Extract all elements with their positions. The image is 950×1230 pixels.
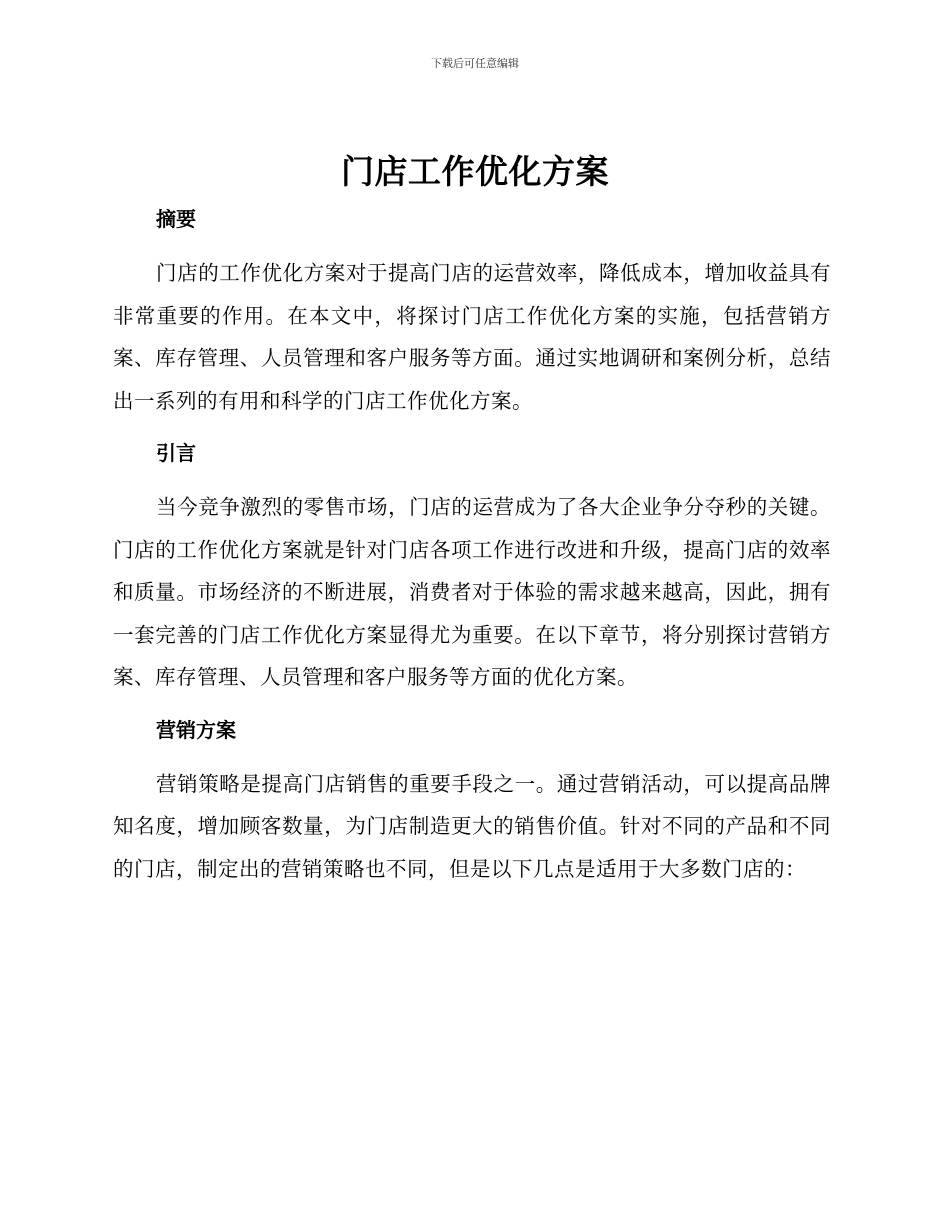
section-abstract [113, 202, 831, 422]
section-paragraph-marketing: 营销策略是提高门店销售的重要手段之一。通过营销活动，可以提高品牌知名度，增加顾客数量，为门店制造更大的销售价值。针对不同的产品和不同的门店，制定出的营销策略也不同，但是以下几点是适用于大多数门店的： [113, 771, 831, 881]
document-title: 门店工作优化方案 [341, 152, 609, 191]
section-heading-abstract: 摘要 [156, 207, 196, 231]
section-introduction [113, 436, 831, 699]
section-marketing [113, 713, 831, 891]
section-heading-marketing: 营销方案 [156, 717, 236, 742]
section-paragraph-introduction: 当今竞争激烈的零售市场，门店的运营成为了各大企业争分夺秒的关键。门店的工作优化方案就是针对门店各项工作进行改进和升级，提高门店的效率和质量。市场经济的不断进展，消费者对于体验的需求越来越高，因此，拥有一套完善的门店工作优化方案显得尤为重要。在以下章节，将分别探讨营销方案、库存管理、人员管理和客户服务等方面的优化方案。 [113, 495, 831, 689]
header-note: 下载后可任意编辑 [431, 57, 519, 70]
document-body [113, 202, 831, 904]
section-paragraph-abstract: 门店的工作优化方案对于提高门店的运营效率，降低成本，增加收益具有非常重要的作用。在本文中，将探讨门店工作优化方案的实施，包括营销方案、库存管理、人员管理和客户服务等方面。通过实地调研和案例分析，总结出一系列的有用和科学的门店工作优化方案。 [113, 261, 831, 413]
section-heading-introduction: 引言 [156, 441, 196, 465]
